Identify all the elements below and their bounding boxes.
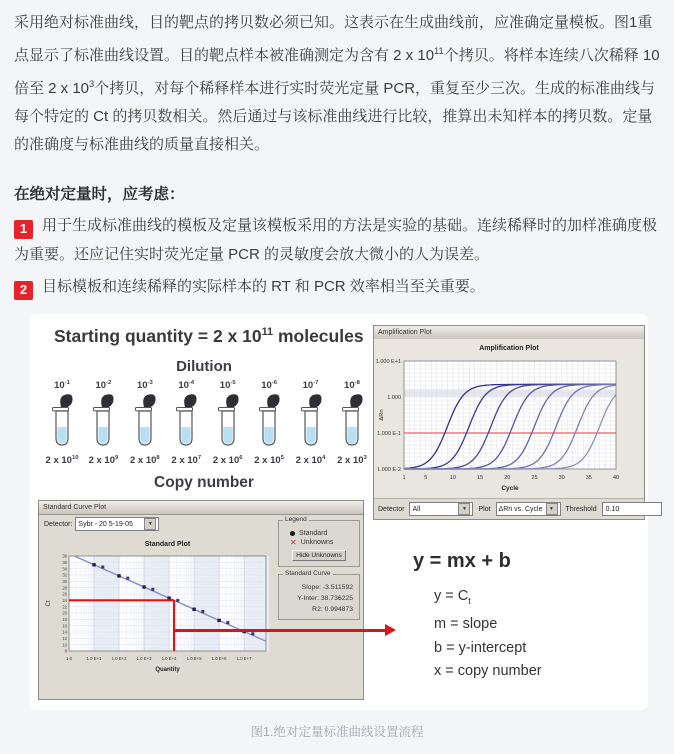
tube-copy-number-label: 2 x $10^{10}$ — [45, 455, 79, 467]
equation-line-b: b = y-intercept — [434, 639, 527, 656]
equation-formula: y = mx + b — [413, 550, 511, 572]
svg-text:Cycle: Cycle — [501, 485, 519, 492]
figure-caption: 图1.绝对定量标准曲线设置流程 — [250, 725, 424, 739]
svg-text:15: 15 — [477, 475, 484, 481]
starting-quantity-title: Starting quantity = 2 x $10^{11}$ molecules — [54, 326, 364, 346]
svg-text:1: 1 — [402, 475, 406, 481]
highlight-arrow — [173, 629, 385, 632]
standard-window-titlebar — [39, 501, 363, 515]
arrow-head-icon — [385, 624, 396, 636]
dilution-tube — [291, 380, 331, 466]
amplification-window-titlebar — [374, 326, 644, 340]
dilution-tube — [249, 380, 289, 466]
intro-paragraph: 采用绝对标准曲线，目的靶点的拷贝数必须已知。这表示在生成曲线前，应准确定量模板。图1重点显示了标准曲线设置。目的靶点样本被准确测定为含有 2 x $10^{11}$个拷贝。将样本连续八次稀释 10 倍至 2 x $10^3$个拷贝，对每个稀释样本进行实时荧光定量 PCR，重复至少三次。生成的标准曲线与每个特定的 Ct 的拷贝数相关。然后通过与该标准曲线进行比较，推算出未知样本的拷贝数。定量的准确度与标准曲线的质量直接相关。 — [14, 14, 660, 153]
svg-text:20: 20 — [504, 475, 511, 481]
svg-text:1.0 E+6: 1.0 E+6 — [211, 656, 227, 661]
svg-text:28: 28 — [62, 585, 67, 591]
pcr-tube-icon — [128, 393, 162, 449]
tube-copy-number-label: 2 x $10^8$ — [129, 455, 160, 467]
note-item-1 — [14, 212, 660, 269]
svg-text:Standard Plot: Standard Plot — [144, 541, 191, 548]
legend-panel — [278, 516, 360, 627]
svg-text:30: 30 — [558, 475, 565, 481]
legend-groupbox — [278, 516, 360, 567]
amplification-plot-window — [373, 325, 645, 520]
legend-item-unknowns: ✕ Unknowns — [290, 537, 334, 547]
svg-text:35: 35 — [585, 475, 592, 481]
tube-copy-number-label: 2 x $10^6$ — [212, 455, 243, 467]
standard-curve-stats-title: Standard Curve — [285, 570, 331, 577]
note-item-2 — [14, 273, 660, 302]
pcr-tube-icon — [45, 393, 79, 449]
svg-text:1.0 E+7: 1.0 E+7 — [236, 656, 252, 661]
svg-text:1.000 E-1: 1.000 E-1 — [377, 431, 401, 437]
figure-card — [30, 314, 648, 710]
svg-text:ΔRn: ΔRn — [379, 409, 385, 421]
tube-dilution-label: $10^{-7}$ — [302, 380, 319, 392]
threshold-label: Threshold — [565, 505, 597, 513]
svg-text:25: 25 — [531, 475, 538, 481]
svg-text:Quantity: Quantity — [155, 667, 180, 673]
note-text-2: 目标模板和连续稀释的实际样本的 RT 和 PCR 效率相当至关重要。 — [42, 278, 485, 295]
detector-label: Detector — [378, 505, 405, 513]
hide-unknowns-button[interactable]: Hide Unknowns — [292, 550, 346, 561]
svg-text:38: 38 — [62, 553, 67, 559]
copy-number-label: Copy number — [154, 474, 254, 491]
dilution-tubes-row — [42, 380, 372, 466]
tube-dilution-label: $10^{-4}$ — [178, 380, 195, 392]
equation-line-y: $y = C_t$ — [434, 588, 471, 606]
svg-text:Amplification Plot: Amplification Plot — [479, 345, 539, 352]
r2-value: R2: 0.994873 — [312, 606, 353, 613]
amplification-window-title: Amplification Plot — [378, 329, 432, 336]
equation-line-m: m = slope — [434, 616, 498, 633]
dilution-tube — [125, 380, 165, 466]
svg-text:Ct: Ct — [46, 600, 52, 607]
standard-window-title: Standard Curve Plot — [43, 504, 107, 511]
note-text-1: 用于生成标准曲线的模板及定量该模板采用的方法是实验的基础。连续稀释时的加样准确度极为重要。还应记住实时荧光定量 PCR 的灵敏度会放大微小的人为误差。 — [14, 217, 658, 263]
standard-curve-stats — [282, 582, 356, 615]
pcr-tube-icon — [294, 393, 328, 449]
svg-text:18: 18 — [62, 616, 67, 622]
svg-text:1.0 E+1: 1.0 E+1 — [86, 656, 102, 661]
tube-copy-number-label: 2 x $10^9$ — [88, 455, 119, 467]
equation-line-x: x = copy number — [434, 663, 542, 680]
tube-copy-number-label: 2 x $10^5$ — [254, 455, 284, 467]
svg-text:1.0 E+3: 1.0 E+3 — [136, 656, 152, 661]
svg-text:34: 34 — [62, 566, 67, 572]
unknowns-marker-icon: ✕ — [290, 537, 297, 547]
amplification-controls-bar — [374, 498, 644, 519]
dilution-tube — [83, 380, 123, 466]
svg-text:32: 32 — [62, 572, 67, 578]
standard-curve-stats-groupbox — [278, 570, 360, 620]
standard-curve-chart — [39, 534, 277, 686]
tube-dilution-label: $10^{-1}$ — [54, 380, 70, 392]
tube-dilution-label: $10^{-6}$ — [261, 380, 278, 392]
dropdown-arrow-icon[interactable]: ▼ — [144, 518, 156, 530]
equation-definitions — [434, 585, 542, 684]
pcr-tube-icon — [335, 393, 369, 449]
dilution-tube — [208, 380, 248, 466]
legend-item-standard: Standard — [290, 530, 356, 537]
tube-copy-number-label: 2 x $10^3$ — [337, 455, 367, 467]
dilution-tube — [42, 380, 82, 466]
considerations-heading: 在绝对定量时，应考虑： — [14, 186, 185, 203]
svg-text:26: 26 — [62, 591, 67, 597]
equation-block — [413, 550, 542, 684]
slope-value: Slope: -3.511592 — [301, 584, 353, 591]
note-number-badge-1: 1 — [14, 220, 33, 239]
svg-text:30: 30 — [62, 578, 67, 584]
tube-copy-number-label: 2 x $10^4$ — [295, 455, 326, 467]
pcr-tube-icon — [252, 393, 286, 449]
standard-marker-icon — [290, 531, 295, 536]
standard-curve-window — [38, 500, 364, 700]
svg-text:1.000: 1.000 — [387, 395, 401, 401]
amplification-chart — [374, 339, 644, 497]
standard-detector-row — [44, 517, 159, 531]
svg-text:22: 22 — [62, 604, 67, 610]
tube-dilution-label: $10^{-5}$ — [219, 380, 236, 392]
svg-text:1.000 E+1: 1.000 E+1 — [375, 359, 401, 365]
note-number-badge-2: 2 — [14, 281, 33, 300]
tube-dilution-label: $10^{-3}$ — [136, 380, 153, 392]
pcr-tube-icon — [86, 393, 120, 449]
svg-text:40: 40 — [612, 475, 620, 481]
svg-text:1.000 E-2: 1.000 E-2 — [377, 467, 401, 473]
pcr-tube-icon — [211, 393, 245, 449]
svg-text:12: 12 — [62, 635, 67, 641]
dropdown-arrow-icon[interactable]: ▼ — [458, 503, 470, 515]
standard-detector-select[interactable]: Sybr - 20 5-19-05 ▼ — [75, 517, 159, 531]
tube-copy-number-label: 2 x $10^7$ — [171, 455, 202, 467]
threshold-input[interactable]: 0.10 — [602, 502, 662, 516]
detector-select[interactable]: All ▼ — [409, 502, 473, 516]
svg-text:1.0: 1.0 — [66, 656, 72, 661]
yintercept-value: Y-Inter: 38.736225 — [297, 595, 353, 602]
svg-text:5: 5 — [424, 475, 428, 481]
svg-text:1.0 E+2: 1.0 E+2 — [111, 656, 127, 661]
tube-dilution-label: $10^{-8}$ — [344, 380, 360, 392]
plot-type-select[interactable]: ΔRn vs. Cycle ▼ — [496, 502, 561, 516]
detector-label: Detector: — [44, 520, 73, 528]
dilution-tube — [166, 380, 206, 466]
svg-text:1.0 E+5: 1.0 E+5 — [186, 656, 202, 661]
svg-text:8: 8 — [64, 648, 67, 654]
svg-text:1.0 E+4: 1.0 E+4 — [161, 656, 177, 661]
svg-text:10: 10 — [449, 475, 456, 481]
tube-dilution-label: $10^{-2}$ — [95, 380, 112, 392]
svg-text:36: 36 — [62, 559, 67, 565]
pcr-tube-icon — [169, 393, 203, 449]
svg-text:20: 20 — [62, 610, 67, 616]
legend-title: Legend — [285, 516, 307, 523]
dilution-tube — [332, 380, 372, 466]
dropdown-arrow-icon[interactable]: ▼ — [546, 503, 558, 515]
svg-text:10: 10 — [62, 642, 67, 648]
svg-text:24: 24 — [62, 597, 67, 603]
svg-text:14: 14 — [62, 629, 67, 635]
svg-text:16: 16 — [62, 623, 67, 629]
plot-label: Plot — [478, 505, 491, 513]
dilution-label: Dilution — [176, 358, 232, 375]
